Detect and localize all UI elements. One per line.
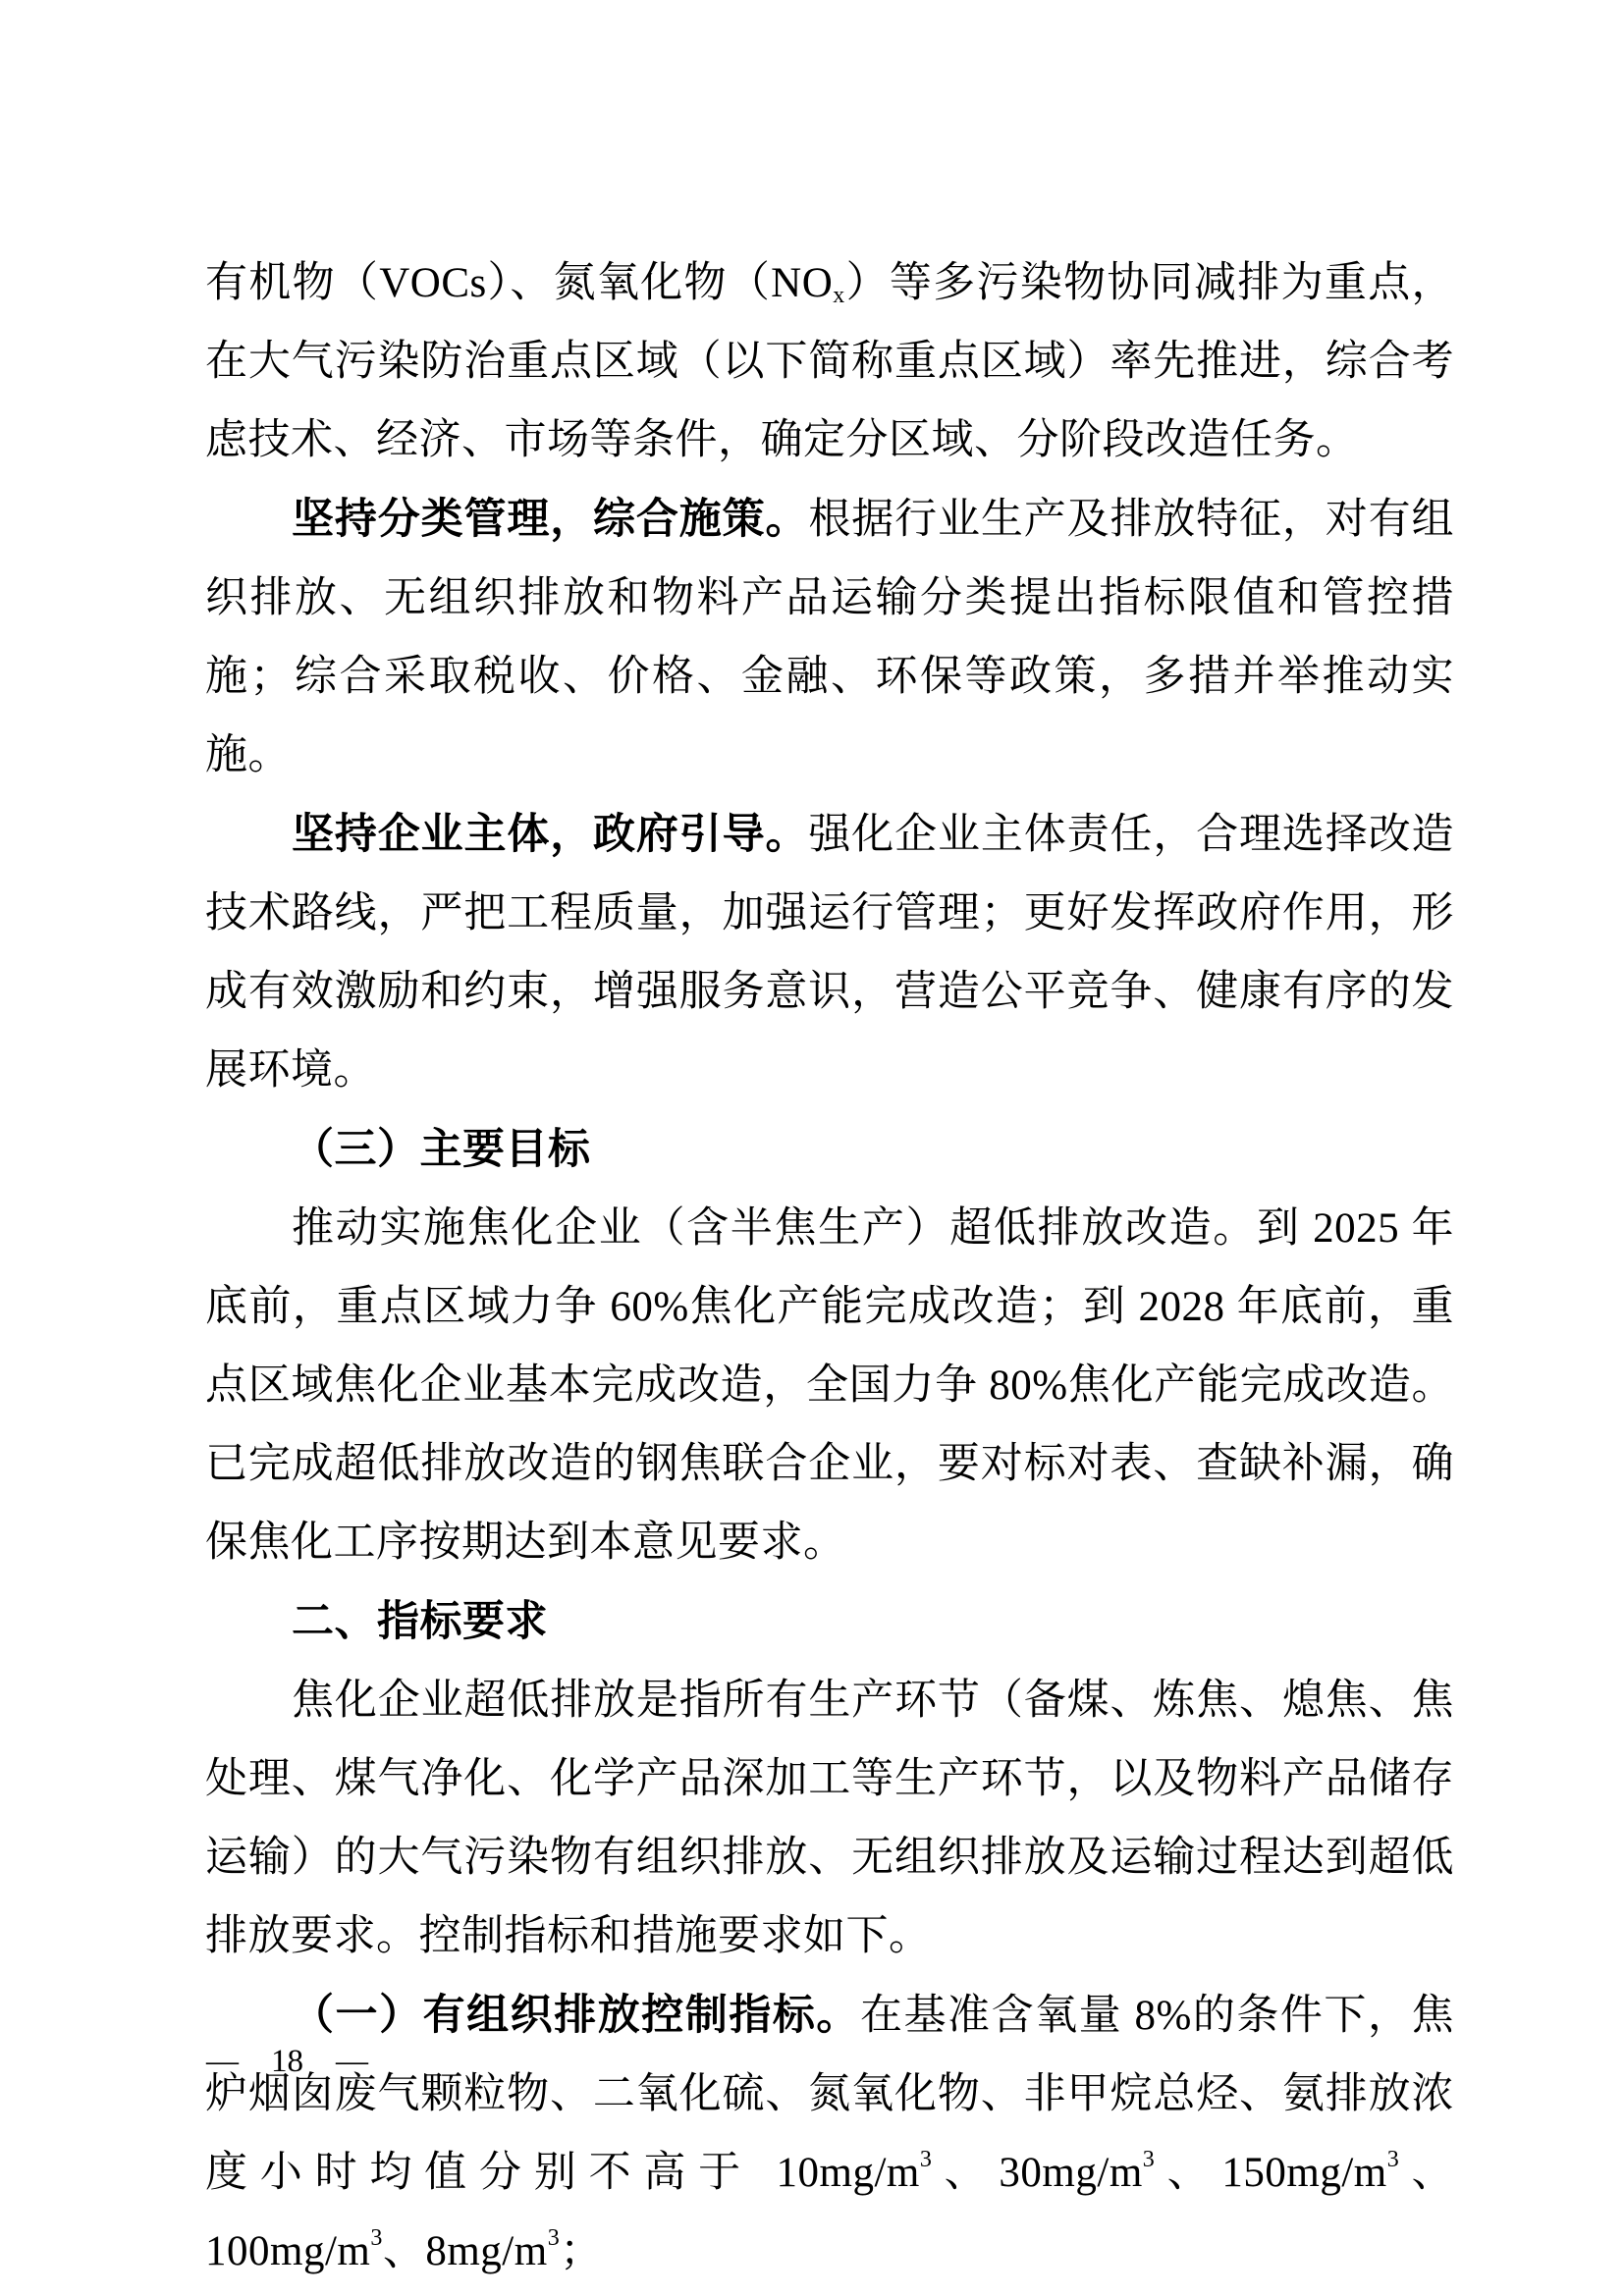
text-run: 、8mg/m (382, 2228, 548, 2274)
superscript-run: 3 (547, 2225, 561, 2251)
para-organized-emission-control (205, 1976, 1454, 2291)
document-body (205, 244, 1454, 2291)
text-run: 推动实施焦化企业（含半焦生产）超低排放改造。到 2025 年底前，重点区域力争 60%焦化产能完成改造；到 2028 年底前，重点区域焦化企业基本完成改造，全国力争 80%焦化产能完成改造。已完成超低排放改造的钢焦联合企业，要对标对表、查缺补漏，确保焦化工序按期达到本意见要求。 (205, 1205, 1454, 1566)
footer-dash-right: — (336, 2044, 368, 2079)
page-number: 18 (271, 2044, 303, 2079)
text-run: 强化企业主体责任，合理选择改造技术路线，严把工程质量，加强运行管理；更好发挥政府作用，形成有效激励和约束，增强服务意识，营造公平竞争、健康有序的发展环境。 (205, 812, 1455, 1094)
superscript-run: 3 (1386, 2147, 1400, 2172)
text-run: 有机物（VOCs）、氮氧化物（NO (205, 260, 834, 306)
text-run: ）等多污染物协同减排为重点，在大气污染防治重点区域（以下简称重点区域）率先推进，综合考虑技术、经济、市场等条件，确定分区域、分阶段改造任务。 (205, 260, 1454, 463)
bold-run: （三）主要目标 (292, 1126, 591, 1173)
bold-run: （一）有组织排放控制指标。 (292, 1992, 860, 2039)
para-ultra-low-definition (205, 1662, 1454, 1976)
superscript-run: 3 (1142, 2147, 1156, 2172)
text-run: 、150mg/m (1155, 2150, 1387, 2196)
bold-run: 坚持分类管理，综合施策。 (292, 496, 809, 543)
superscript-run: 3 (919, 2147, 933, 2172)
para-pollutants-continuation (205, 244, 1454, 480)
page-footer (206, 2042, 368, 2081)
text-run: 根据行业生产及排放特征，对有组织排放、无组织排放和物料产品运输分类提出指标限值和管控措施；综合采取税收、价格、金融、环保等政策，多措并举推动实施。 (205, 497, 1455, 778)
superscript-run: 3 (370, 2225, 383, 2251)
text-run: 、30mg/m (932, 2150, 1143, 2196)
text-run: ； (560, 2228, 603, 2274)
heading-main-goals (205, 1110, 1454, 1190)
heading-indicator-requirements (205, 1582, 1454, 1662)
bold-run: 二、指标要求 (292, 1598, 548, 1645)
text-run: 在基准含氧量 8%的条件下，焦炉烟囱废气颗粒物、二氧化硫、氮氧化物、非甲烷总烃、氨排放浓度小时均值分别不高于 10mg/m (205, 1993, 1454, 2196)
para-principle-classification (205, 480, 1454, 795)
para-main-goals (205, 1190, 1454, 1582)
subscript-run: x (833, 283, 845, 308)
para-principle-enterprise (205, 795, 1454, 1110)
text-run: 、100mg/m (205, 2150, 1455, 2274)
text-run: 焦化企业超低排放是指所有生产环节（备煤、炼焦、熄焦、焦处理、煤气净化、化学产品深加工等生产环节，以及物料产品储存运输）的大气污染物有组织排放、无组织排放及运输过程达到超低排放要求。控制指标和措施要求如下。 (205, 1678, 1454, 1959)
bold-run: 坚持企业主体，政府引导。 (292, 811, 809, 858)
footer-dash-left: — (206, 2044, 239, 2079)
